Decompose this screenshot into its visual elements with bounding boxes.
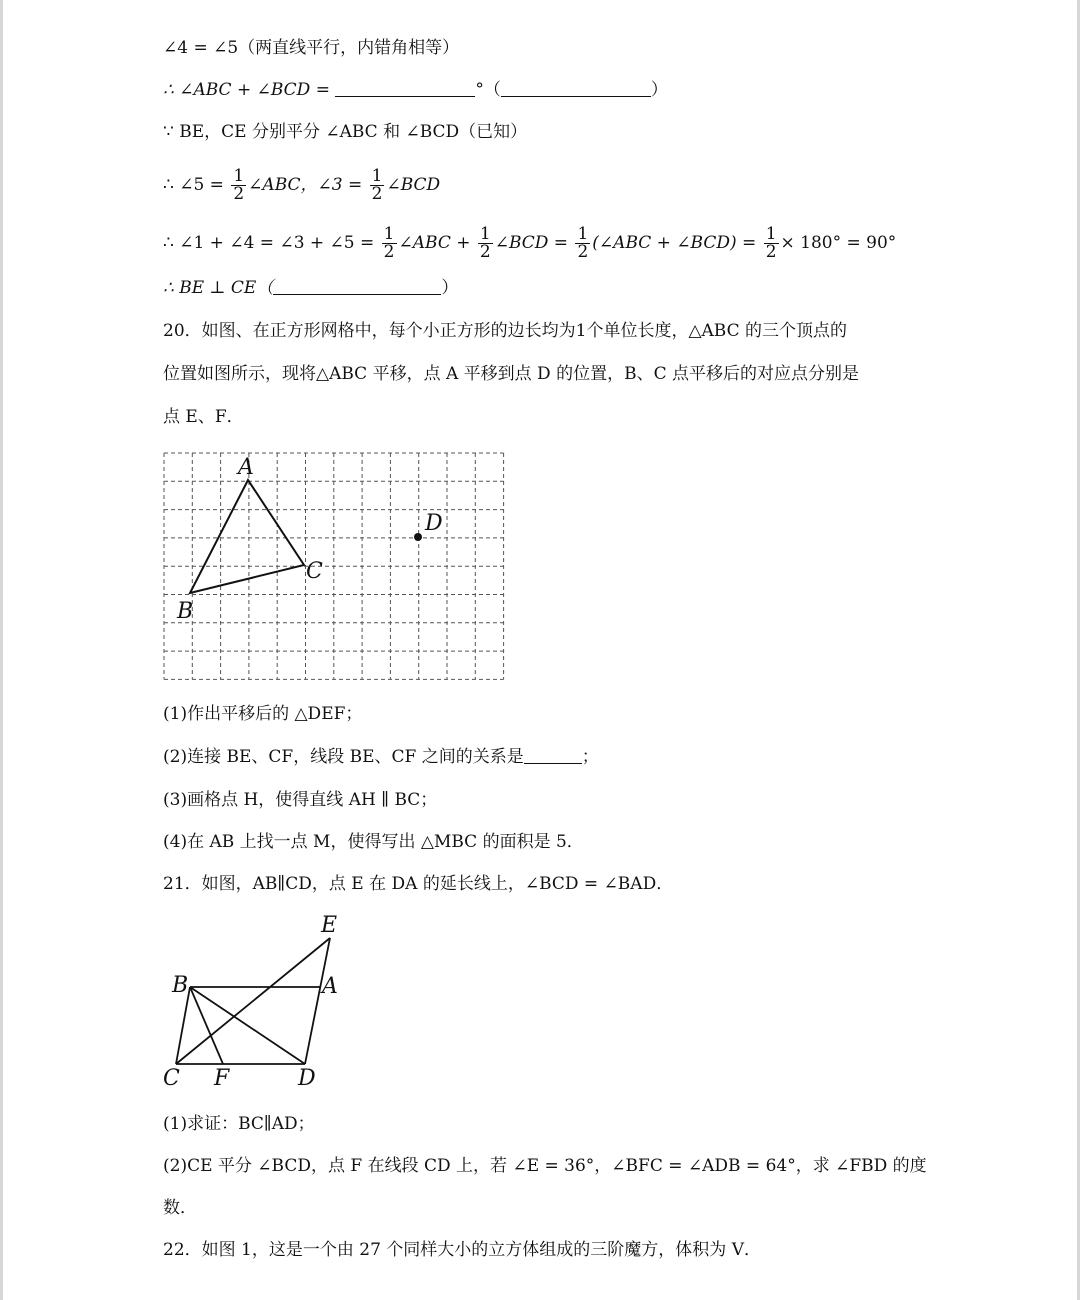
q22-stem: 22．如图 1，这是一个由 27 个同样大小的立方体组成的三阶魔方，体积为 V． — [163, 1240, 761, 1260]
q20-part-3: (3)画格点 H，使得直线 AH ∥ BC； — [163, 790, 438, 810]
label-a: A — [238, 455, 254, 480]
q20-stem-line-2: 位置如图所示，现将△ABC 平移，点 A 平移到点 D 的位置，B、C 点平移后的对应点分别是 — [163, 364, 859, 384]
q20-grid-figure — [163, 452, 505, 678]
q20-part-2: (2)连接 BE、CF，线段 BE、CF 之间的关系是 ； — [163, 747, 599, 767]
triangle-abc — [190, 480, 304, 593]
label-b: B — [177, 599, 194, 624]
q21-part-2-line-1: (2)CE 平分 ∠BCD，点 F 在线段 CD 上，若 ∠E = 36°，∠BFC = ∠ADB = 64°，求 ∠FBD 的度 — [163, 1156, 927, 1176]
proof-line-5: ∴ ∠1 + ∠4 = ∠3 + ∠5 = $\frac{1}{2}$ ∠ABC + $\frac{1}{2}$ ∠BCD = $\frac{1}{2}$ (∠ABC + ∠BCD) = $\frac{1}{2}$ × 180° = 90° — [163, 224, 897, 262]
answer-blank-relation[interactable] — [524, 747, 582, 764]
proof-line-6: ∴ BE ⊥ CE（ ） — [163, 278, 459, 298]
point-d — [414, 533, 422, 541]
q20-part-1: (1)作出平移后的 △DEF； — [163, 704, 363, 724]
label-f: F — [214, 1066, 230, 1091]
q21-part-2-line-2: 数． — [163, 1198, 197, 1218]
fraction-half: $\frac{1}{2}$ — [371, 166, 383, 204]
label-c: C — [306, 559, 323, 584]
fraction-half: $\frac{1}{2}$ — [479, 224, 491, 262]
answer-blank-reason[interactable] — [501, 80, 651, 97]
proof-line-1: ∠4 = ∠5（两直线平行，内错角相等） — [163, 38, 460, 58]
proof-line-4: ∴ ∠5 = $\frac{1}{2}$ ∠ABC，∠3 = $\frac{1}{2}$ ∠BCD — [163, 166, 441, 204]
q21-figure — [160, 910, 350, 1090]
fraction-half: $\frac{1}{2}$ — [577, 224, 589, 262]
q21-part-1: (1)求证：BC∥AD； — [163, 1114, 315, 1134]
q20-stem-line-3: 点 E、F． — [163, 407, 244, 427]
answer-blank-conclusion-reason[interactable] — [273, 278, 441, 295]
answer-blank-angle-sum[interactable] — [335, 80, 475, 97]
label-d: D — [425, 511, 443, 536]
label-d: D — [298, 1066, 316, 1091]
q20-stem-line-1: 20．如图、在正方形网格中，每个小正方形的边长均为1个单位长度，△ABC 的三个顶点的 — [163, 321, 848, 341]
label-e: E — [321, 913, 338, 938]
fraction-half: $\frac{1}{2}$ — [383, 224, 395, 262]
fraction-half: $\frac{1}{2}$ — [233, 166, 245, 204]
proof-line-2: ∴ ∠ABC + ∠BCD = °（ ） — [163, 80, 668, 100]
segment-bc — [176, 987, 190, 1064]
q21-stem: 21．如图，AB∥CD，点 E 在 DA 的延长线上，∠BCD = ∠BAD． — [163, 874, 674, 894]
label-b: B — [172, 973, 189, 998]
segment-de — [305, 938, 330, 1064]
dashed-grid — [164, 453, 504, 679]
proof-line-3: ∵ BE，CE 分别平分 ∠ABC 和 ∠BCD（已知） — [163, 122, 528, 142]
label-a: A — [322, 974, 338, 999]
page-edge-left — [0, 0, 3, 1300]
segment-ce — [176, 938, 330, 1064]
label-c: C — [163, 1066, 180, 1091]
q20-part-4: (4)在 AB 上找一点 M，使得写出 △MBC 的面积是 5． — [163, 832, 584, 852]
fraction-half: $\frac{1}{2}$ — [765, 224, 777, 262]
